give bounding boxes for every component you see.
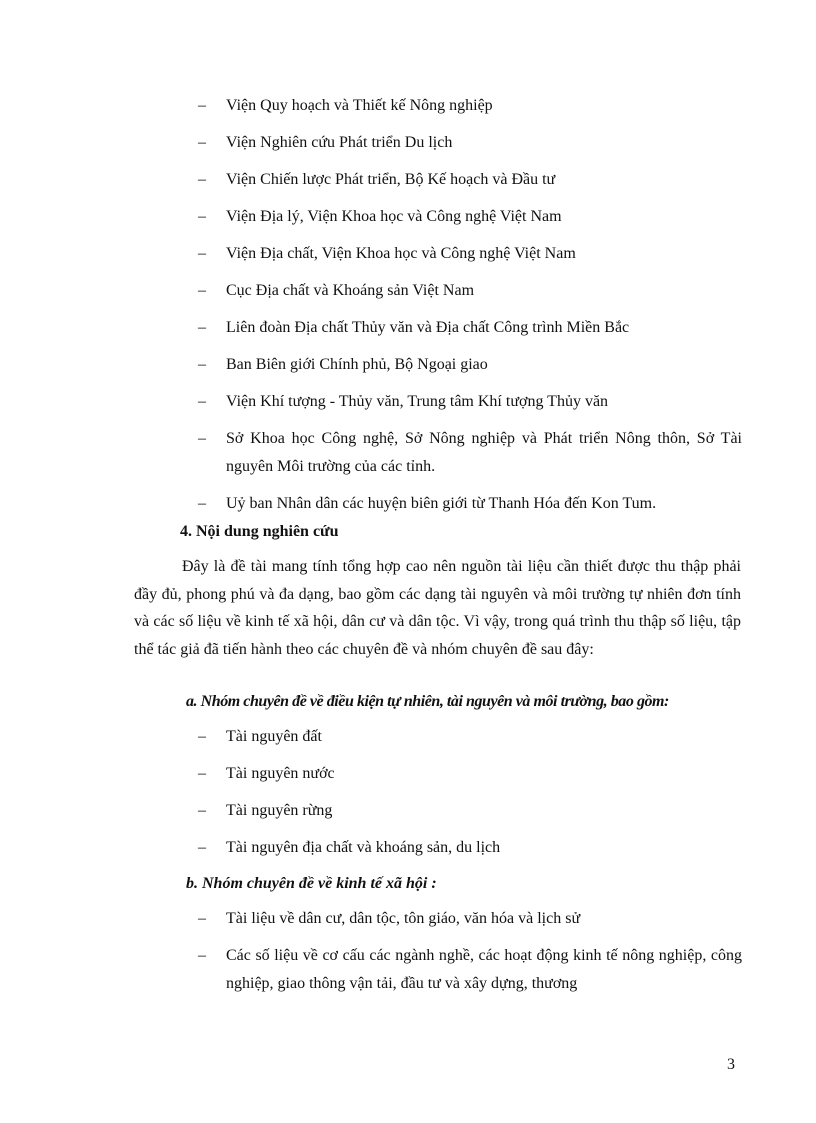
dash-bullet: – xyxy=(198,839,206,856)
list-item xyxy=(194,425,742,481)
dash-bullet: – xyxy=(198,171,206,188)
list-item-text: Uỷ ban Nhân dân các huyện biên giới từ Thanh Hóa đến Kon Tum. xyxy=(226,495,657,512)
list-item xyxy=(194,351,742,379)
list-item xyxy=(194,129,742,157)
list-item xyxy=(194,905,742,933)
list-item xyxy=(194,240,742,268)
natural-resources-list xyxy=(194,723,742,871)
list-item xyxy=(194,942,742,998)
section-paragraph: Đây là đề tài mang tính tổng hợp cao nên nguồn tài liệu cần thiết được thu thập phải đầy đủ, phong phú và đa dạng, bao gồm các dạng tài nguyên và môi trường tự nhiên đơn tính và các số liệu về kinh tế xã hội, dân cư và dân tộc. Vì vậy, trong quá trình thu thập số liệu, tập thể tác giả đã tiến hành theo các chuyên đề và nhóm chuyên đề sau đây: xyxy=(134,558,741,658)
socio-economic-list xyxy=(194,905,742,1007)
list-item-text: Tài nguyên nước xyxy=(226,765,335,782)
list-item-text: Tài liệu về dân cư, dân tộc, tôn giáo, văn hóa và lịch sử xyxy=(226,910,581,927)
economic-group-heading: b. Nhóm chuyên đề về kinh tế xã hội : xyxy=(186,875,437,892)
list-item xyxy=(194,760,742,788)
dash-bullet: – xyxy=(198,97,206,114)
list-item-text: Cục Địa chất và Khoáng sản Việt Nam xyxy=(226,282,475,299)
list-item xyxy=(194,203,742,231)
dash-bullet: – xyxy=(198,910,206,927)
dash-bullet: – xyxy=(198,134,206,151)
list-item xyxy=(194,490,742,518)
list-item-text: Viện Địa lý, Viện Khoa học và Công nghệ Việt Nam xyxy=(226,208,562,225)
dash-bullet: – xyxy=(198,765,206,782)
dash-bullet: – xyxy=(198,393,206,410)
list-item-text: Tài nguyên địa chất và khoáng sản, du lịch xyxy=(226,839,501,856)
list-item xyxy=(194,277,742,305)
list-item-text: Các số liệu về cơ cấu các ngành nghề, các hoạt động kinh tế nông nghiệp, công nghiệp, giao thông vận tải, đầu tư và xây dựng, thương xyxy=(226,947,742,992)
list-item xyxy=(194,723,742,751)
list-item xyxy=(194,92,742,120)
dash-bullet: – xyxy=(198,245,206,262)
dash-bullet: – xyxy=(198,356,206,373)
dash-bullet: – xyxy=(198,282,206,299)
natural-group-heading: a. Nhóm chuyên đề về điều kiện tự nhiên, tài nguyên và môi trường, bao gồm: xyxy=(186,693,669,710)
dash-bullet: – xyxy=(198,430,206,447)
list-item xyxy=(194,314,742,342)
dash-bullet: – xyxy=(198,802,206,819)
list-item xyxy=(194,166,742,194)
list-item-text: Viện Nghiên cứu Phát triển Du lịch xyxy=(226,134,453,151)
dash-bullet: – xyxy=(198,947,206,964)
list-item xyxy=(194,388,742,416)
list-item-text: Viện Chiến lược Phát triển, Bộ Kế hoạch và Đầu tư xyxy=(226,171,556,188)
list-item xyxy=(194,834,742,862)
list-item-text: Tài nguyên đất xyxy=(226,728,322,745)
dash-bullet: – xyxy=(198,319,206,336)
list-item-text: Viện Khí tượng - Thủy văn, Trung tâm Khí tượng Thủy văn xyxy=(226,393,609,410)
dash-bullet: – xyxy=(198,208,206,225)
organization-list xyxy=(194,92,742,527)
page-number: 3 xyxy=(727,1056,735,1073)
list-item-text: Sở Khoa học Công nghệ, Sở Nông nghiệp và Phát triển Nông thôn, Sở Tài nguyên Môi trường của các tỉnh. xyxy=(226,430,742,475)
dash-bullet: – xyxy=(198,495,206,512)
list-item-text: Viện Quy hoạch và Thiết kế Nông nghiệp xyxy=(226,97,493,114)
list-item-text: Viện Địa chất, Viện Khoa học và Công nghệ Việt Nam xyxy=(226,245,576,262)
list-item-text: Ban Biên giới Chính phủ, Bộ Ngoại giao xyxy=(226,356,488,373)
list-item xyxy=(194,797,742,825)
list-item-text: Liên đoàn Địa chất Thủy văn và Địa chất Công trình Miền Bắc xyxy=(226,319,630,336)
section-heading: 4. Nội dung nghiên cứu xyxy=(180,523,339,540)
list-item-text: Tài nguyên rừng xyxy=(226,802,333,819)
dash-bullet: – xyxy=(198,728,206,745)
